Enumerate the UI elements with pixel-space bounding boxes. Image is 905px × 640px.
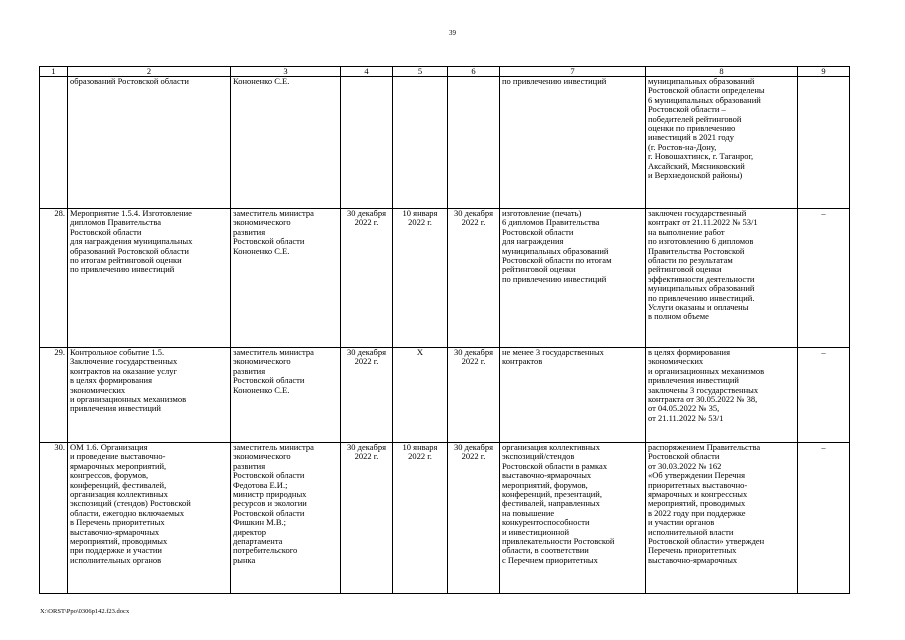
expected-result-cell: по привлечению инвестиций	[500, 77, 646, 209]
column-header: 1	[40, 67, 68, 77]
actual-start-cell: 10 января 2022 г.	[393, 209, 448, 348]
planned-date-cell	[341, 77, 393, 209]
event-name-cell: Контрольное событие 1.5. Заключение государственных контрактов на оказание услуг в целях формирования экономических и организационных механизмов привлечения инвестиций	[68, 348, 231, 443]
column-header: 2	[68, 67, 231, 77]
column-header: 4	[341, 67, 393, 77]
actual-end-cell: 30 декабря 2022 г.	[448, 443, 500, 594]
reasons-cell	[798, 77, 850, 209]
event-name-cell: образований Ростовской области	[68, 77, 231, 209]
table-row	[40, 77, 850, 209]
reasons-cell: –	[798, 348, 850, 443]
table-row	[40, 209, 850, 348]
responsible-cell: заместитель министра экономического развития Ростовской области Федотова Е.И.; министр природных ресурсов и экологии Ростовской области Фишкин М.В.; директор департамента потребительского рынка	[231, 443, 341, 594]
table-row	[40, 443, 850, 594]
expected-result-cell: не менее 3 государственных контрактов	[500, 348, 646, 443]
planned-date-cell: 30 декабря 2022 г.	[341, 348, 393, 443]
row-number: 30.	[40, 443, 68, 594]
event-name-cell: Мероприятие 1.5.4. Изготовление дипломов Правительства Ростовской области для награждения муниципальных образований Ростовской области по итогам рейтинговой оценки по привлечению инвестиций	[68, 209, 231, 348]
row-number: 28.	[40, 209, 68, 348]
actual-start-cell: 10 января 2022 г.	[393, 443, 448, 594]
event-name-cell: ОМ 1.6. Организация и проведение выставочно- ярмарочных мероприятий, конгрессов, форумов, конференций, фестивалей, организация коллективных экспозиций (стендов) Ростовской области, ежегодно включаемых в Перечень приоритетных выставочно-ярмарочных мероприятий, проводимых при поддержке и участии исполнительных органов	[68, 443, 231, 594]
expected-result-cell: изготовление (печать) 6 дипломов Правительства Ростовской области для награждения муниципальных образований Ростовской области по итогам рейтинговой оценки по привлечению инвестиций	[500, 209, 646, 348]
actual-end-cell	[448, 77, 500, 209]
column-header: 5	[393, 67, 448, 77]
actual-start-cell: Х	[393, 348, 448, 443]
actual-start-cell	[393, 77, 448, 209]
responsible-cell: Кононенко С.Е.	[231, 77, 341, 209]
reasons-cell: –	[798, 443, 850, 594]
expected-result-cell: организация коллективных экспозиций/стендов Ростовской области в рамках выставочно-ярмарочных мероприятий, форумов, конференций, презентаций, фестивалей, направленных на повышение конкурентоспособности и инвестиционной привлекательности Ростовской области, в соответствии с Перечнем приоритетных	[500, 443, 646, 594]
actual-end-cell: 30 декабря 2022 г.	[448, 348, 500, 443]
reasons-cell: –	[798, 209, 850, 348]
table-header-row	[40, 67, 850, 77]
column-header: 9	[798, 67, 850, 77]
report-table	[39, 66, 850, 594]
page-number: 39	[449, 29, 456, 37]
actual-result-cell: распоряжением Правительства Ростовской области от 30.03.2022 № 162 «Об утверждении Перечня приоритетных выставочно- ярмарочных и конгрессных мероприятий, проводимых в 2022 году при поддержке и участии органов исполнительной власти Ростовской области» утвержден Перечень приоритетных выставочно-ярмарочных	[646, 443, 798, 594]
planned-date-cell: 30 декабря 2022 г.	[341, 209, 393, 348]
planned-date-cell: 30 декабря 2022 г.	[341, 443, 393, 594]
responsible-cell: заместитель министра экономического развития Ростовской области Кононенко С.Е.	[231, 348, 341, 443]
column-header: 3	[231, 67, 341, 77]
column-header: 7	[500, 67, 646, 77]
row-number: 29.	[40, 348, 68, 443]
row-number	[40, 77, 68, 209]
column-header: 6	[448, 67, 500, 77]
responsible-cell: заместитель министра экономического развития Ростовской области Кононенко С.Е.	[231, 209, 341, 348]
actual-result-cell: муниципальных образований Ростовской области определены 6 муниципальных образований Ростовской области – победителей рейтинговой оценки по привлечению инвестиций в 2021 году (г. Ростов-на-Дону, г. Новошахтинск, г. Таганрог, Аксайский, Мясниковский и Верхнедонской районы)	[646, 77, 798, 209]
actual-end-cell: 30 декабря 2022 г.	[448, 209, 500, 348]
actual-result-cell: в целях формирования экономических и организационных механизмов привлечения инвестиций заключены 3 государственных контракта от 30.05.2022 № 38, от 04.05.2022 № 35, от 21.11.2022 № 53/1	[646, 348, 798, 443]
actual-result-cell: заключен государственный контракт от 21.11.2022 № 53/1 на выполнение работ по изготовлению 6 дипломов Правительства Ростовской области по результатам рейтинговой оценки эффективности деятельности муниципальных образований по привлечению инвестиций. Услуги оказаны и оплачены в полном объеме	[646, 209, 798, 348]
table-row	[40, 348, 850, 443]
file-path-footer: X:\ORST\Ppo\0306p142.f23.docx	[40, 608, 130, 615]
column-header: 8	[646, 67, 798, 77]
